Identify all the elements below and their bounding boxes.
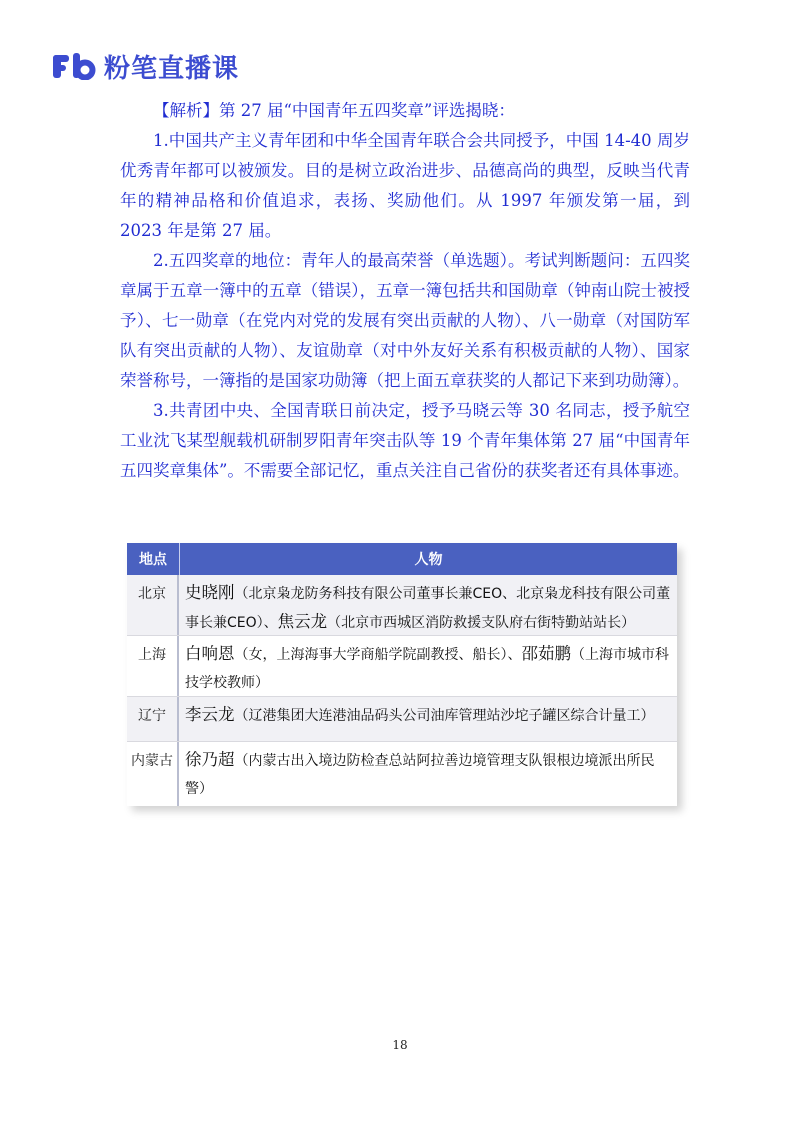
brand-logo <box>52 50 239 82</box>
awardee-desc: （上海市城市科技学校教师） <box>185 647 669 691</box>
awardee-name: 邵茹鹏 <box>521 644 571 663</box>
awardee-name: 李云龙 <box>185 705 235 724</box>
awardee-desc: （女，上海海事大学商船学院副教授、船长）、 <box>234 647 522 663</box>
table-row <box>127 575 677 636</box>
analysis-section <box>120 96 690 486</box>
fb-logo-icon <box>52 52 96 80</box>
cell-person <box>179 636 677 696</box>
analysis-paragraph-3: 3.共青团中央、全国青联日前决定，授予马晓云等 30 名同志，授予航空工业沈飞某型舰载机研制罗阳青年突击队等 19 个青年集体第 27 届“中国青年五四奖章集体”。不需要全部记忆，重点关注自己省份的获奖者还有具体事迹。 <box>120 401 690 480</box>
table-row <box>127 742 677 806</box>
awardee-desc: （北京市西城区消防救援支队府右街特勤站站长） <box>327 615 636 631</box>
cell-place: 北京 <box>127 575 179 635</box>
awardee-name: 徐乃超 <box>185 750 235 769</box>
cell-person <box>179 575 677 635</box>
awardee-name: 焦云龙 <box>277 612 328 631</box>
cell-place: 辽宁 <box>127 697 179 741</box>
cell-person <box>179 742 677 806</box>
page-number: 18 <box>392 1038 408 1052</box>
awardee-name: 史晓刚 <box>185 583 235 602</box>
brand-name: 粉笔直播课 <box>104 53 240 84</box>
table-row <box>127 697 677 742</box>
analysis-paragraph-2: 2.五四奖章的地位：青年人的最高荣誉（单选题）。考试判断题问：五四奖章属于五章一簿中的五章（错误），五章一簿包括共和国勋章（钟南山院士被授予）、七一勋章（在党内对党的发展有突出贡献的人物）、八一勋章（对国防军队有突出贡献的人物）、友谊勋章（对中外友好关系有积极贡献的人物）、国家荣誉称号，一簿指的是国家功勋簿（把上面五章获奖的人都记下来到功勋簿）。 <box>120 251 690 390</box>
cell-place: 上海 <box>127 636 179 696</box>
table-header <box>127 543 677 575</box>
table-row <box>127 636 677 697</box>
awardee-desc: （北京枭龙防务科技有限公司董事长兼CEO、北京枭龙科技有限公司董事长兼CEO）、 <box>185 586 671 631</box>
header-person: 人物 <box>414 552 443 568</box>
awardee-name: 白响恩 <box>185 644 235 663</box>
awardee-table <box>127 543 677 805</box>
header-place: 地点 <box>127 543 180 575</box>
cell-place: 内蒙古 <box>127 742 179 806</box>
cell-person <box>179 697 677 741</box>
analysis-heading: 【解析】第 27 届“中国青年五四奖章”评选揭晓： <box>153 101 515 120</box>
awardee-desc: （辽港集团大连港油品码头公司油库管理站沙坨子罐区综合计量工） <box>234 708 655 724</box>
analysis-paragraph-1: 1.中国共产主义青年团和中华全国青年联合会共同授予，中国 14-40 周岁优秀青年都可以被颁发。目的是树立政治进步、品德高尚的典型，反映当代青年的精神品格和价值追求，表扬、奖励他们。从 1997 年颁发第一届，到 2023 年是第 27 届。 <box>120 131 690 240</box>
awardee-desc: （内蒙古出入境边防检查总站阿拉善边境管理支队银根边境派出所民警） <box>185 753 655 797</box>
